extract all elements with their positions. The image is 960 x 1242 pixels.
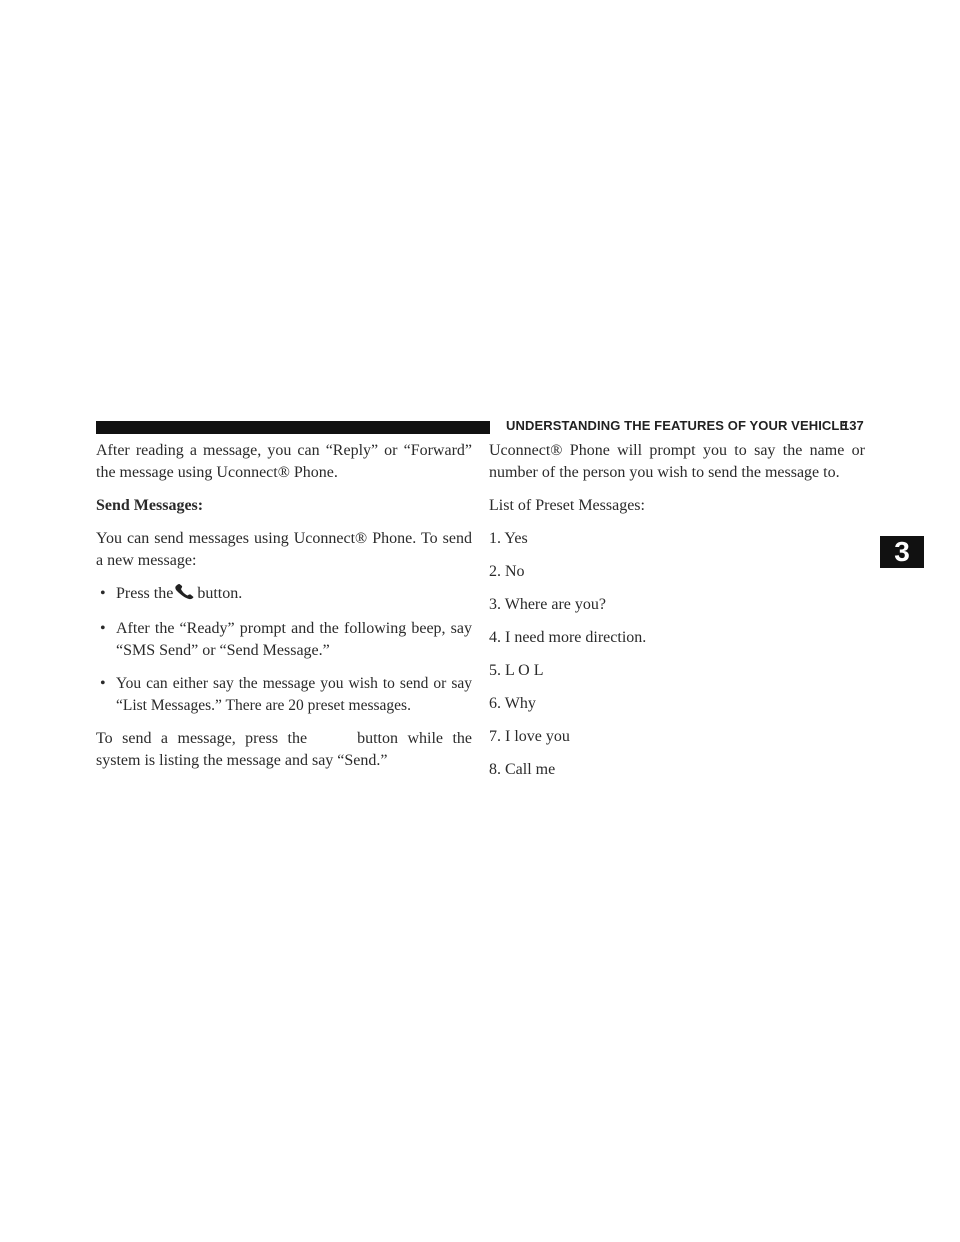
outro-paragraph <box>96 728 472 772</box>
preset-item: 2. No <box>489 563 525 580</box>
bullet-text-before: Press the <box>116 585 174 602</box>
prompt-paragraph: Uconnect® Phone will prompt you to say the name or number of the person you wish to send the message to. <box>489 442 865 481</box>
preset-item: 6. Why <box>489 695 536 712</box>
bullet-text: You can either say the message you wish to send or say “List Messages.” There are 20 preset messages. <box>116 675 472 714</box>
outro-text-before: To send a message, press the <box>96 730 308 747</box>
preset-item: 8. Call me <box>489 761 556 778</box>
intro-paragraph: After reading a message, you can “Reply” or “Forward” the message using Uconnect® Phone. <box>96 442 472 481</box>
preset-item: 4. I need more direction. <box>489 629 647 646</box>
outro-text-after: button while the system is listing the message and say “Send.” <box>96 730 473 769</box>
bullet-text-after: button. <box>197 585 243 602</box>
preset-item: 5. L O L <box>489 662 544 679</box>
phone-icon <box>174 584 196 607</box>
preset-item: 7. I love you <box>489 728 570 745</box>
bullet-icon: • <box>100 620 106 637</box>
preset-item: 1. Yes <box>489 530 528 547</box>
bullet-item-ready <box>96 618 472 662</box>
bullet-icon: • <box>100 585 106 602</box>
left-column <box>96 440 472 783</box>
bullet-item-press <box>96 583 472 607</box>
preset-list-heading: List of Preset Messages: <box>489 497 645 514</box>
section-heading: Send Messages: <box>96 497 204 514</box>
send-intro-paragraph: You can send messages using Uconnect® Phone. To send a new message: <box>96 530 472 569</box>
bullet-icon: • <box>100 675 106 692</box>
page-number: 137 <box>842 418 864 433</box>
chapter-tab: 3 <box>880 536 924 568</box>
bullet-item-list <box>96 673 472 717</box>
preset-item: 3. Where are you? <box>489 596 606 613</box>
header-rule <box>96 421 490 434</box>
running-header-title: UNDERSTANDING THE FEATURES OF YOUR VEHICLE <box>506 418 849 433</box>
bullet-text: After the “Ready” prompt and the following beep, say “SMS Send” or “Send Message.” <box>116 620 472 659</box>
right-column <box>489 440 865 792</box>
